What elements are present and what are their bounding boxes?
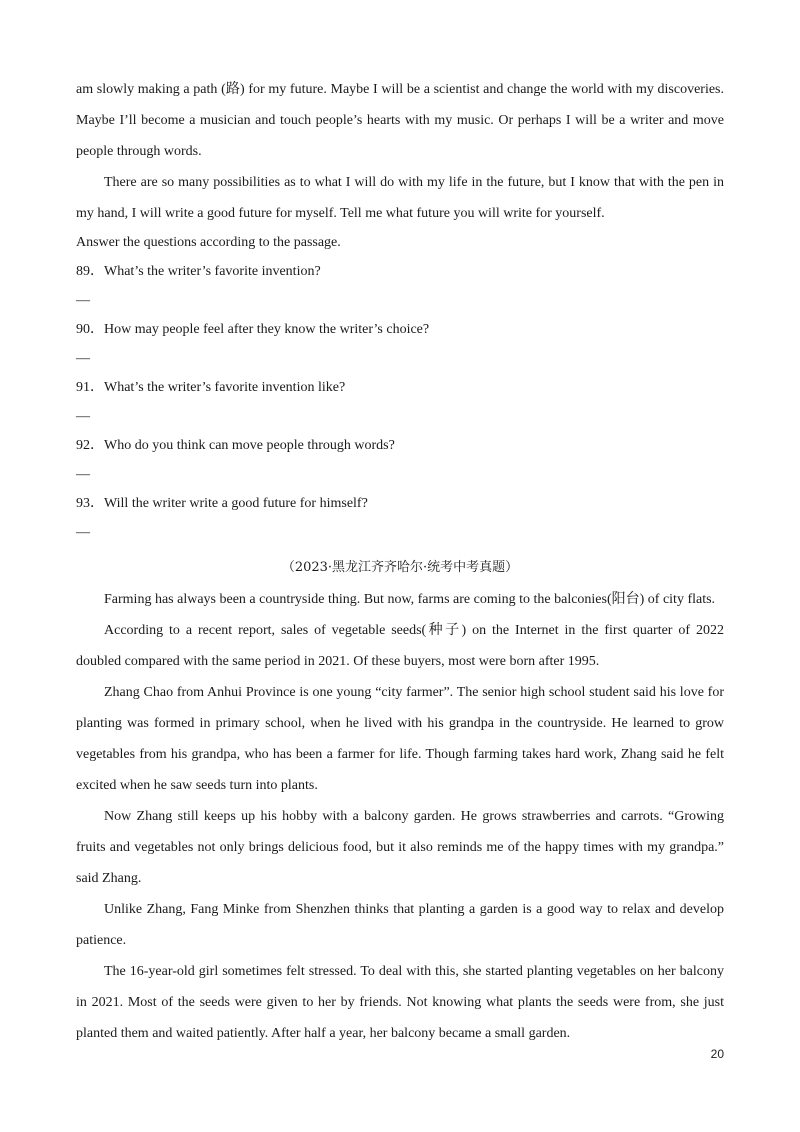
question-89 <box>76 257 724 315</box>
answer-line: — <box>76 351 90 366</box>
source-citation: （2023·黑龙江齐齐哈尔·统考中考真题） <box>281 560 519 575</box>
passage-paragraph-6: The 16-year-old girl sometimes felt stressed. To deal with this, she started planting vegetables on her balcony in 2021. Most of the seeds were given to her by friends. Not knowing what plants the seeds were from, she just planted them and waited patiently. After half a year, her balcony became a small garden. <box>76 964 724 1041</box>
paragraph-top-2: There are so many possibilities as to what I will do with my life in the future, but I know that with the pen in my hand, I will write a good future for myself. Tell me what future you will write for yourself. <box>76 175 724 221</box>
answer-line: — <box>76 525 90 540</box>
answer-line: — <box>76 293 90 308</box>
question-90 <box>76 315 724 373</box>
question-text: Will the writer write a good future for himself? <box>104 496 368 511</box>
passage-paragraph-1: Farming has always been a countryside thing. But now, farms are coming to the balconies(阳台) of city flats. <box>104 592 716 607</box>
answer-line: — <box>76 467 90 482</box>
passage-paragraph-3: Zhang Chao from Anhui Province is one young “city farmer”. The senior high school student said his love for planting was formed in primary school, when he lived with his grandpa in the countryside. He learned to grow vegetables from his grandpa, who has been a farmer for life. Though farming takes hard work, Zhang said he felt excited when he saw seeds turn into plants. <box>76 685 724 793</box>
page-content <box>76 74 724 1049</box>
question-number: 90． <box>76 322 104 337</box>
question-text: What’s the writer’s favorite invention like? <box>104 380 346 395</box>
passage-paragraph-4: Now Zhang still keeps up his hobby with a balcony garden. He grows strawberries and carrots. “Growing fruits and vegetables not only brings delicious food, but it also reminds me of the happy times with my grandpa.” said Zhang. <box>76 809 724 886</box>
question-number: 93． <box>76 496 104 511</box>
question-text: Who do you think can move people through words? <box>104 438 395 453</box>
paragraph-top-1: am slowly making a path (路) for my future. Maybe I will be a scientist and change the world with my discoveries. Maybe I’ll become a musician and touch people’s hearts with my music. Or perhaps I will be a writer and move people through words. <box>76 82 724 159</box>
question-number: 92． <box>76 438 104 453</box>
passage-paragraph-5: Unlike Zhang, Fang Minke from Shenzhen thinks that planting a garden is a good way to relax and develop patience. <box>76 902 724 948</box>
question-92 <box>76 431 724 489</box>
passage-paragraph-2: According to a recent report, sales of vegetable seeds(种子) on the Internet in the first quarter of 2022 doubled compared with the same period in 2021. Of these buyers, most were born after 1995. <box>76 623 724 669</box>
question-number: 91． <box>76 380 104 395</box>
page-number: 20 <box>710 1047 724 1061</box>
instruction: Answer the questions according to the passage. <box>76 235 341 250</box>
question-text: What’s the writer’s favorite invention? <box>104 264 321 279</box>
question-91 <box>76 373 724 431</box>
question-93 <box>76 489 724 547</box>
question-number: 89． <box>76 264 104 279</box>
answer-line: — <box>76 409 90 424</box>
question-text: How may people feel after they know the writer’s choice? <box>104 322 430 337</box>
